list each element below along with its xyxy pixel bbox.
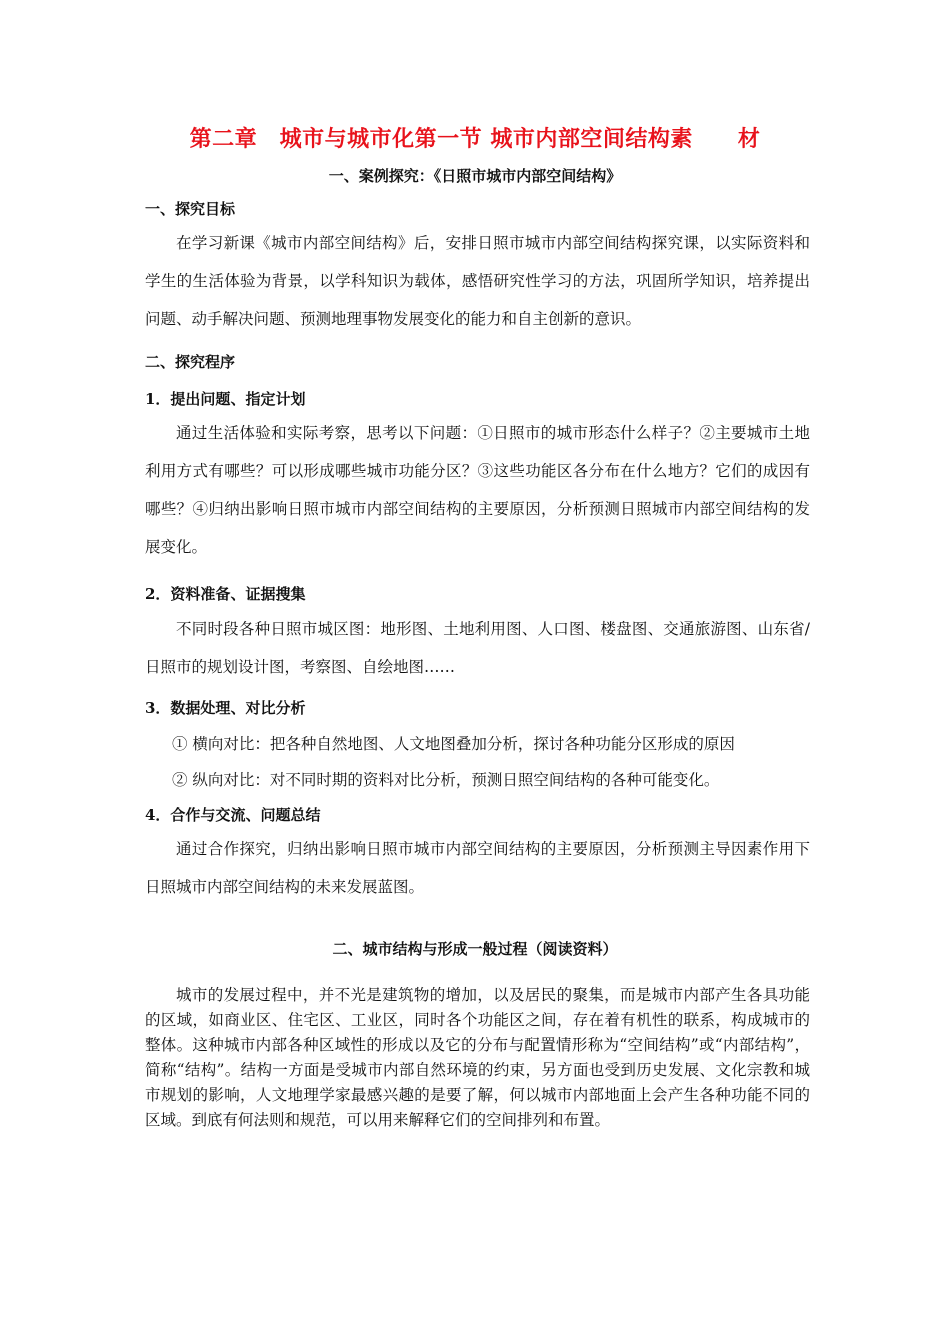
section-heading-procedure: 二、探究程序 [145, 353, 236, 371]
reading-paragraph: 城市的发展过程中，并不光是建筑物的增加，以及居民的聚集，而是城市内部产生各具功能的区域，如商业区、住宅区、工业区，同时各个功能区之间，存在着有机性的联系，构成城市的整体。这种城市内部各种区域性的形成以及它的分布与配置情形称为“空间结构”或“内部结构”，简称“结构”。结构一方面是受城市内部自然环境的约束，另方面也受到历史发展、文化宗教和城市规划的影响，人文地理学家最感兴趣的是要了解，何以城市内部地面上会产生各种功能不同的区域。到底有何法则和规范，可以用来解释它们的空间排列和布置。 [145, 986, 810, 1129]
document-title: 第二章 城市与城市化第一节 城市内部空间结构素 材 [189, 126, 761, 152]
reading-section-title: 二、城市结构与形成一般过程（阅读资料） [332, 940, 618, 958]
case-study-title: 一、案例探究：《日照市城市内部空间结构》 [328, 167, 622, 185]
step2-heading: 2．资料准备、证据搜集 [145, 585, 306, 603]
section-heading-goals: 一、探究目标 [145, 200, 236, 218]
step3-horizontal-comparison: ① 横向对比：把各种自然地图、人文地图叠加分析，探讨各种功能分区形成的原因 [172, 735, 735, 753]
step2-paragraph: 不同时段各种日照市城区图：地形图、土地利用图、人口图、楼盘图、交通旅游图、山东省/日照市的规划设计图，考察图、自绘地图…… [145, 620, 810, 676]
step3-vertical-comparison: ② 纵向对比：对不同时期的资料对比分析，预测日照空间结构的各种可能变化。 [172, 771, 720, 789]
step1-paragraph: 通过生活体验和实际考察，思考以下问题：①日照市的城市形态什么样子？②主要城市土地利用方式有哪些？可以形成哪些城市功能分区？③这些功能区各分布在什么地方？它们的成因有哪些？④归纳出影响日照市城市内部空间结构的主要原因，分析预测日照城市内部空间结构的发展变化。 [145, 424, 810, 556]
step1-heading: 1．提出问题、指定计划 [145, 390, 306, 408]
step4-paragraph: 通过合作探究，归纳出影响日照市城市内部空间结构的主要原因，分析预测主导因素作用下日照城市内部空间结构的未来发展蓝图。 [145, 840, 810, 896]
step3-heading: 3．数据处理、对比分析 [145, 699, 306, 717]
goals-paragraph: 在学习新课《城市内部空间结构》后，安排日照市城市内部空间结构探究课，以实际资料和学生的生活体验为背景，以学科知识为载体，感悟研究性学习的方法，巩固所学知识，培养提出问题、动手解决问题、预测地理事物发展变化的能力和自主创新的意识。 [145, 234, 810, 328]
step4-heading: 4．合作与交流、问题总结 [145, 806, 321, 824]
